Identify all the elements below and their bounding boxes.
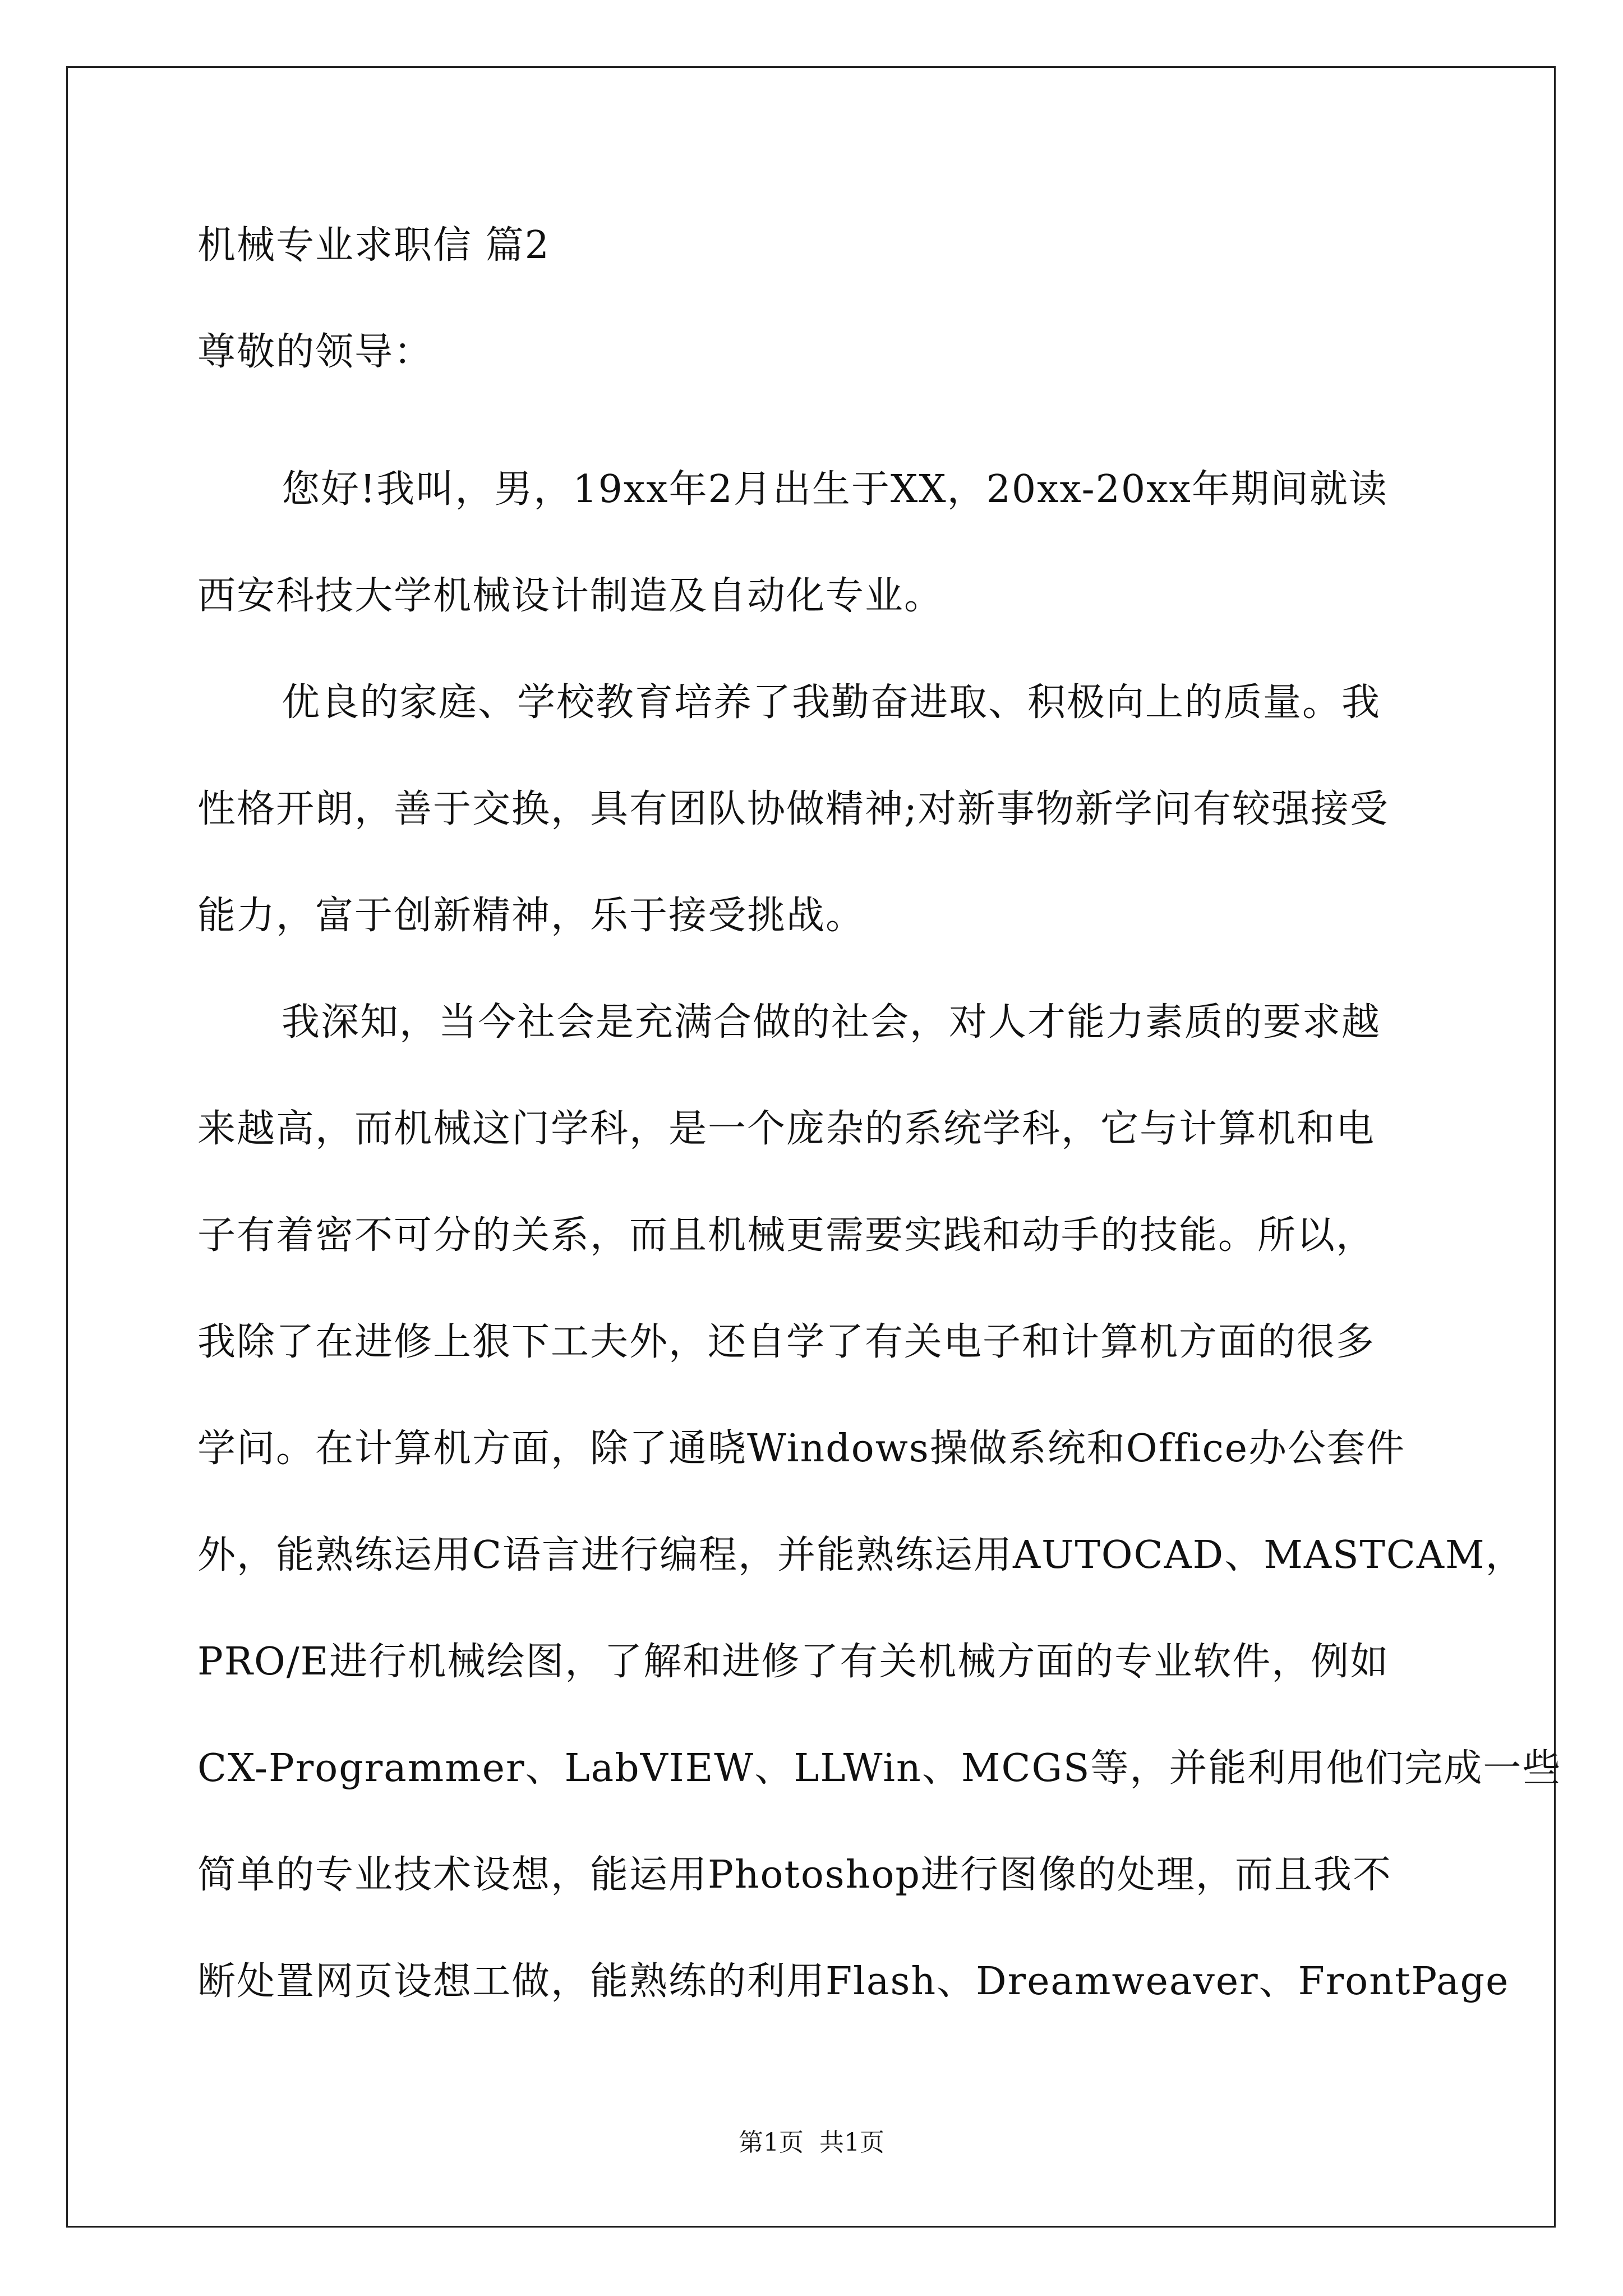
paragraph-line: 子有着密不可分的关系，而且机械更需要实践和动手的技能。所以，: [197, 1213, 1376, 1258]
page-number-footer: 第1页 共1页: [739, 2128, 884, 2157]
paragraph-line: 西安科技大学机械设计制造及自动化专业。: [197, 574, 944, 618]
paragraph-line: PRO/E进行机械绘图，了解和进修了有关机械方面的专业软件，例如: [197, 1640, 1390, 1684]
greeting: 尊敬的领导：: [197, 330, 434, 374]
paragraph-line: 您好!我叫，男，19xx年2月出生于XX，20xx-20xx年期间就读: [282, 467, 1388, 512]
paragraph-line: 我除了在进修上狠下工夫外，还自学了有关电子和计算机方面的很多: [197, 1320, 1376, 1364]
document-title: 机械专业求职信 篇2: [197, 223, 550, 268]
paragraph-line: 优良的家庭、学校教育培养了我勤奋进取、积极向上的质量。我: [282, 680, 1381, 725]
paragraph-line: CX-Programmer、LabVIEW、LLWin、MCGS等，并能利用他们完成一些: [197, 1746, 1562, 1791]
paragraph-line: 能力，富于创新精神，乐于接受挑战。: [197, 894, 865, 938]
paragraph-line: 外，能熟练运用C语言进行编程，并能熟练运用AUTOCAD、MASTCAM，: [197, 1533, 1525, 1577]
paragraph-line: 断处置网页设想工做，能熟练的利用Flash、Dreamweaver、FrontPage: [197, 1959, 1510, 2004]
paragraph-line: 来越高，而机械这门学科，是一个庞杂的系统学科，它与计算机和电: [197, 1107, 1376, 1151]
paragraph-line: 简单的专业技术设想，能运用Photoshop进行图像的处理，而且我不: [197, 1853, 1392, 1897]
paragraph-line: 性格开朗，善于交换，具有团队协做精神;对新事物新学问有较强接受: [197, 787, 1389, 831]
paragraph-line: 我深知，当今社会是充满合做的社会，对人才能力素质的要求越: [282, 1000, 1381, 1045]
paragraph-line: 学问。在计算机方面，除了通晓Windows操做系统和Office办公套件: [197, 1427, 1405, 1471]
document-body: [197, 223, 1562, 2035]
